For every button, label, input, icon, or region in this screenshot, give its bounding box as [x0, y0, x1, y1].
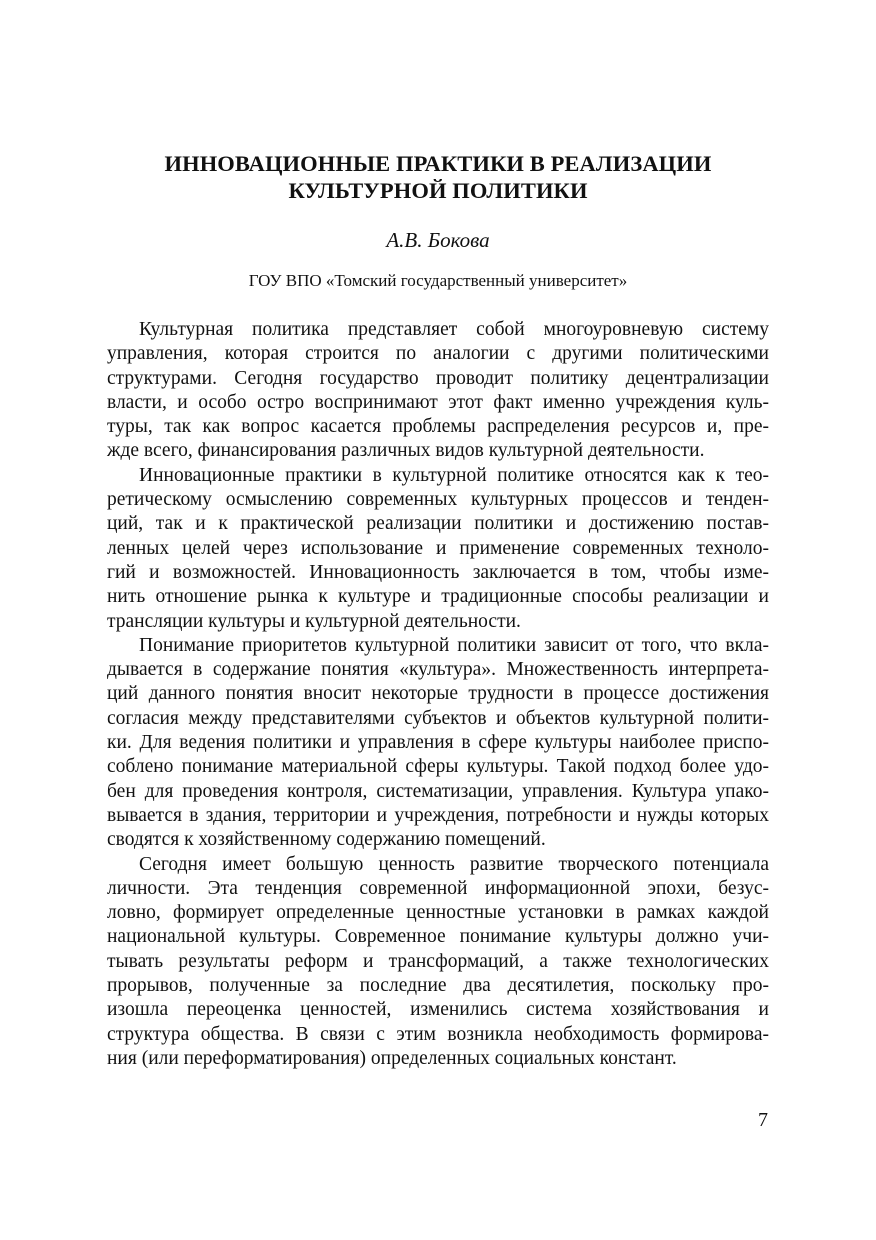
text-line: тывать результаты реформ и трансформаций, а также технологических [107, 950, 769, 972]
text-line: нить отношение рынка к культуре и традиционные способы реализации и [107, 586, 769, 608]
article-body [107, 318, 769, 1071]
text-line: управления, которая строится по аналогии с другими политическими [107, 343, 769, 365]
text-line: бен для проведения контроля, систематизации, управления. Культура упако- [107, 780, 769, 802]
text-line: соблено понимание материальной сферы культуры. Такой подход более удо- [107, 756, 769, 778]
text-line: согласия между представителями субъектов и объектов культурной полити- [107, 707, 769, 729]
text-line: ки. Для ведения политики и управления в сфере культуры наиболее приспо- [107, 732, 769, 754]
text-line: Сегодня имеет большую ценность развитие творческого потенциала [139, 853, 769, 875]
page-number: 7 [758, 1109, 768, 1131]
text-line: личности. Эта тенденция современной информационной эпохи, безус- [107, 877, 769, 899]
author-affiliation: ГОУ ВПО «Томский государственный университет» [248, 271, 628, 290]
article-title-line-2: КУЛЬТУРНОЙ ПОЛИТИКИ [288, 178, 588, 203]
paragraph-4 [107, 853, 769, 1072]
paragraph-2 [107, 464, 769, 634]
text-line: гий и возможностей. Инновационность заключается в том, чтобы изме- [107, 561, 769, 583]
text-line: вывается в здания, территории и учреждения, потребности и нужды которых [107, 804, 769, 826]
text-line: прорывов, полученные за последние два десятилетия, поскольку про- [107, 975, 769, 997]
text-line: Культурная политика представляет собой многоуровневую систему [139, 319, 769, 340]
text-line: структура общества. В связи с этим возникла необходимость формирова- [107, 1023, 769, 1045]
article-title-line-1: ИННОВАЦИОННЫЕ ПРАКТИКИ В РЕАЛИЗАЦИИ [164, 151, 712, 176]
text-line: структурами. Сегодня государство проводит политику децентрализации [107, 367, 769, 389]
text-line: ленных целей через использование и применение современных техноло- [107, 537, 769, 559]
paragraph-3 [107, 634, 769, 853]
text-line: изошла переоценка ценностей, изменились система хозяйствования и [107, 999, 769, 1021]
text-line: туры, так как вопрос касается проблемы распределения ресурсов и, пре- [107, 416, 769, 438]
text-line: трансляции культуры и культурной деятельности. [107, 610, 521, 632]
text-line: Понимание приоритетов культурной политики зависит от того, что вкла- [139, 634, 769, 656]
paragraph-1 [107, 318, 769, 464]
text-line: жде всего, финансирования различных видов культурной деятельности. [107, 440, 705, 462]
text-line: дывается в содержание понятия «культура». Множественность интерпрета- [107, 659, 769, 681]
text-line: Инновационные практики в культурной политике относятся как к тео- [139, 464, 769, 486]
text-line: ловно, формирует определенные ценностные установки в рамках каждой [107, 902, 769, 924]
text-line: ретическому осмыслению современных культурных процессов и тенден- [107, 489, 769, 511]
text-line: ния (или переформатирования) определенных социальных констант. [107, 1047, 677, 1069]
text-line: национальной культуры. Современное понимание культуры должно учи- [107, 926, 769, 948]
article-title [108, 150, 768, 204]
author-name: А.В. Бокова [386, 228, 490, 252]
text-line: ций, так и к практической реализации политики и достижению постав- [107, 513, 769, 535]
text-line: власти, и особо остро воспринимают этот факт именно учреждения куль- [107, 391, 769, 413]
text-line: сводятся к хозяйственному содержанию помещений. [107, 829, 546, 851]
text-line: ций данного понятия вносит некоторые трудности в процессе достижения [107, 683, 769, 705]
